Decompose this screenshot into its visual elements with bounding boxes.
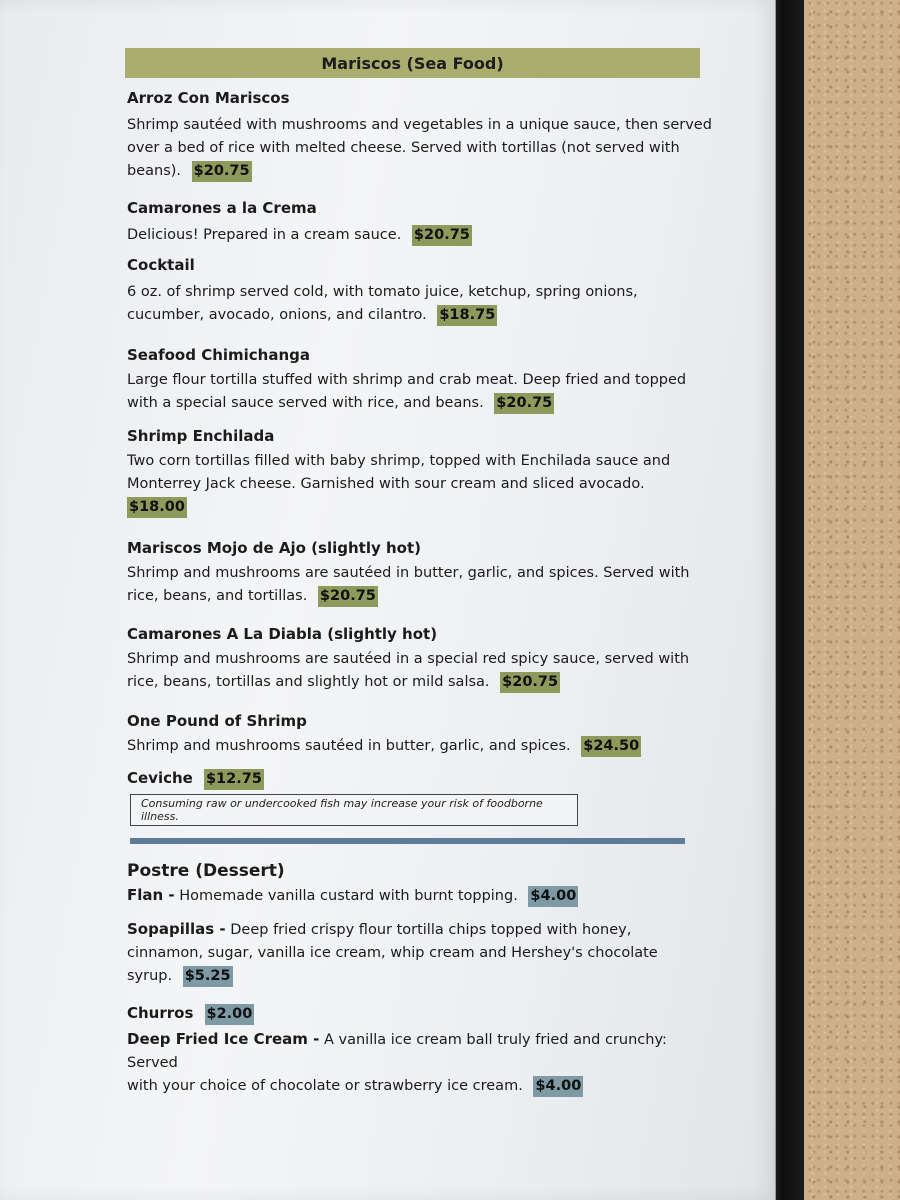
item-line: Shrimp and mushrooms are sautéed in a special red spicy sauce, served with <box>127 651 690 667</box>
item-line-with-price <box>127 585 717 608</box>
item-line-with-price <box>127 304 717 327</box>
item-line: Two corn tortillas filled with baby shrimp, topped with Enchilada sauce and <box>127 453 671 469</box>
price-badge: $20.75 <box>412 225 472 246</box>
section-header-dessert: Postre (Dessert) <box>127 861 285 881</box>
item-name: Camarones A La Diabla (slightly hot) <box>127 625 438 643</box>
item-line: syrup. <box>127 968 173 984</box>
menu-item-seafood-chimichanga <box>127 345 717 415</box>
menu-item-one-pound-shrimp <box>127 711 717 758</box>
item-name: Camarones a la Crema <box>127 199 317 217</box>
item-line: Homemade vanilla custard with burnt topping. <box>179 888 518 904</box>
price-badge: $5.25 <box>183 966 233 987</box>
price-badge: $24.50 <box>581 736 641 757</box>
item-line: with a special sauce served with rice, and beans. <box>127 395 484 411</box>
item-line-with-name <box>127 1028 717 1075</box>
menu-item-deep-fried-ice-cream <box>127 1028 717 1098</box>
item-name: Flan - <box>127 886 175 904</box>
item-line: with your choice of chocolate or strawberry ice cream. <box>127 1078 523 1094</box>
item-line-with-price <box>127 224 717 247</box>
item-line-with-name <box>127 918 717 942</box>
item-line-with-price <box>127 160 717 183</box>
item-name: Churros <box>127 1004 194 1022</box>
menu-item-camarones-crema <box>127 198 717 247</box>
item-line: over a bed of rice with melted cheese. Served with tortillas (not served with <box>127 140 680 156</box>
item-line: cinnamon, sugar, vanilla ice cream, whip cream and Hershey's chocolate <box>127 945 658 961</box>
item-name: Ceviche <box>127 769 193 787</box>
menu-item-shrimp-enchilada <box>127 426 717 519</box>
item-name: Deep Fried Ice Cream - <box>127 1030 320 1048</box>
item-line: A vanilla ice cream ball truly fried and crunchy: Served <box>127 1032 667 1071</box>
menu-item-camarones-diabla <box>127 624 717 694</box>
item-line: 6 oz. of shrimp served cold, with tomato juice, ketchup, spring onions, <box>127 284 638 300</box>
item-line-with-price <box>127 735 717 758</box>
item-line: Delicious! Prepared in a cream sauce. <box>127 227 402 243</box>
item-line: rice, beans, tortillas and slightly hot or mild salsa. <box>127 674 490 690</box>
item-name: One Pound of Shrimp <box>127 712 307 730</box>
item-line: Large flour tortilla stuffed with shrimp and crab meat. Deep fried and topped <box>127 372 687 388</box>
cork-background <box>790 0 900 1200</box>
menu-item-churros <box>127 1003 717 1025</box>
item-line: Shrimp and mushrooms sautéed in butter, garlic, and spices. <box>127 738 571 754</box>
menu-item-flan <box>127 884 717 908</box>
price-badge: $2.00 <box>205 1004 255 1025</box>
price-badge: $20.75 <box>500 672 560 693</box>
item-line: rice, beans, and tortillas. <box>127 588 308 604</box>
item-line: beans). <box>127 163 182 179</box>
section-divider <box>130 838 685 844</box>
menu-item-mariscos-mojo-de-ajo <box>127 538 717 608</box>
item-line-with-price <box>127 965 717 988</box>
item-name: Seafood Chimichanga <box>127 346 311 364</box>
price-badge: $4.00 <box>528 886 578 907</box>
item-line: Shrimp sautéed with mushrooms and vegetables in a unique sauce, then served <box>127 117 712 133</box>
price-badge: $20.75 <box>192 161 252 182</box>
price-badge: $20.75 <box>318 586 378 607</box>
menu-item-arroz-con-mariscos <box>127 88 717 183</box>
item-name: Mariscos Mojo de Ajo (slightly hot) <box>127 539 421 557</box>
item-name: Shrimp Enchilada <box>127 427 275 445</box>
price-badge: $12.75 <box>204 769 264 790</box>
price-badge: $18.75 <box>437 305 497 326</box>
menu-item-cocktail <box>127 255 717 327</box>
item-name: Cocktail <box>127 256 195 274</box>
item-line: cucumber, avocado, onions, and cilantro. <box>127 307 427 323</box>
item-line-with-price <box>127 884 717 908</box>
section-header-seafood <box>125 48 700 78</box>
item-line-with-price <box>127 392 717 415</box>
price-badge: $20.75 <box>494 393 554 414</box>
item-line: Monterrey Jack cheese. Garnished with sour cream and sliced avocado. <box>127 476 645 492</box>
item-line-with-price <box>127 1075 717 1098</box>
item-line: Shrimp and mushrooms are sautéed in butter, garlic, and spices. Served with <box>127 565 690 581</box>
item-line: Deep fried crispy flour tortilla chips topped with honey, <box>230 922 632 938</box>
price-badge: $4.00 <box>533 1076 583 1097</box>
section-header-seafood-label: Mariscos (Sea Food) <box>321 53 504 73</box>
food-safety-notice <box>130 794 578 826</box>
food-safety-notice-text: Consuming raw or undercooked fish may increase your risk of foodborne illness. <box>141 797 543 823</box>
item-name: Arroz Con Mariscos <box>127 89 290 107</box>
price-badge: $18.00 <box>127 497 187 518</box>
menu-item-ceviche <box>127 768 717 790</box>
item-line-with-price <box>127 671 717 694</box>
item-name: Sopapillas - <box>127 920 226 938</box>
item-price-line <box>127 496 717 519</box>
menu-item-sopapillas <box>127 918 717 988</box>
